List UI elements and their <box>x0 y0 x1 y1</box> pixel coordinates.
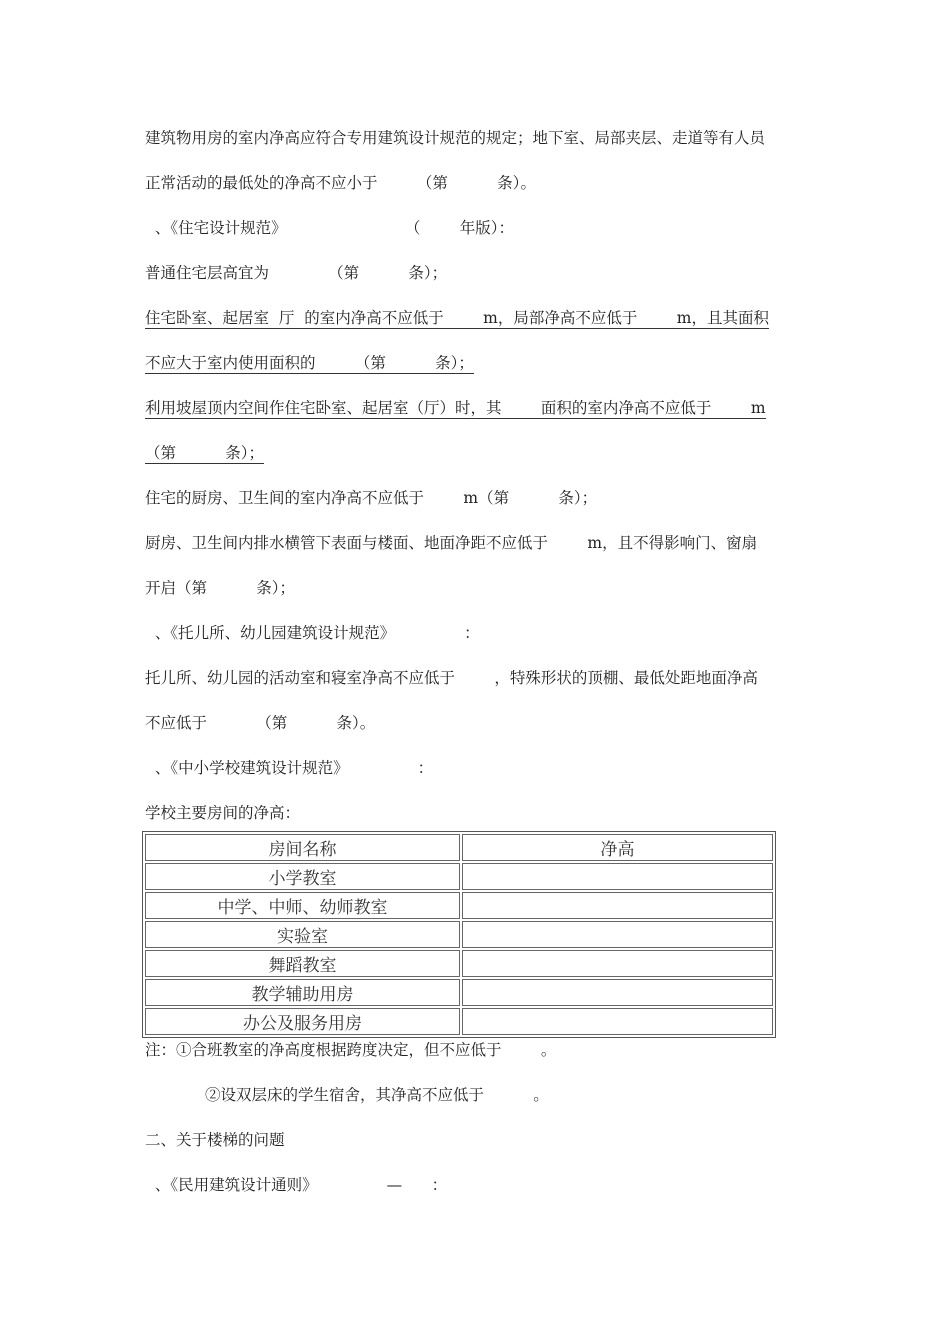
header-room-name: 房间名称 <box>145 834 460 861</box>
text-line-14: 不应低于 （第 条）。 <box>145 714 376 732</box>
underlined-line-3: 利用坡屋顶内空间作住宅卧室、起居室（厅）时，其 面积的室内净高不应低于 m <box>145 399 766 417</box>
underlined-line-4: （第 条）； <box>145 444 265 462</box>
table-header-row <box>145 834 773 861</box>
table-row <box>145 1008 773 1035</box>
room-name-cell: 舞蹈教室 <box>145 950 460 977</box>
text-line-9: 住宅的厨房、卫生间的室内净高不应低于 m（第 条）； <box>145 489 598 507</box>
table-row <box>145 979 773 1006</box>
height-cell <box>462 979 773 1006</box>
section-heading-stairs: 二、关于楼梯的问题 <box>145 1131 285 1149</box>
section-heading-residential: 、《住宅设计规范》 （ 年版）： <box>145 219 515 237</box>
table-row <box>145 863 773 890</box>
table-row <box>145 892 773 919</box>
height-cell <box>462 1008 773 1035</box>
room-name-cell: 教学辅助用房 <box>145 979 460 1006</box>
room-height-table <box>142 831 776 1038</box>
section-heading-kindergarten: 、《托儿所、幼儿园建筑设计规范》 ： <box>145 624 480 642</box>
text-line-13: 托儿所、幼儿园的活动室和寝室净高不应低于 ，特殊形状的顶棚、最低处距地面净高 <box>145 669 758 687</box>
room-name-cell: 中学、中师、幼师教室 <box>145 892 460 919</box>
header-height: 净高 <box>462 834 773 861</box>
room-name-cell: 办公及服务用房 <box>145 1008 460 1035</box>
room-name-cell: 小学教室 <box>145 863 460 890</box>
text-line-10: 厨房、卫生间内排水横管下表面与楼面、地面净距不应低于 m，且不得影响门、窗扇 <box>145 534 758 552</box>
height-cell <box>462 950 773 977</box>
section-heading-civil-code: 、《民用建筑设计通则》 — ： <box>145 1176 448 1194</box>
table-row <box>145 921 773 948</box>
text-line-2: 正常活动的最低处的净高不应小于 （第 条）。 <box>145 174 536 192</box>
note-1: 注：①合班教室的净高度根据跨度决定，但不应低于 。 <box>145 1041 557 1059</box>
section-heading-school: 、《中小学校建筑设计规范》 ： <box>145 759 434 777</box>
note-2: ②设双层床的学生宿舍，其净高不应低于 。 <box>205 1086 549 1104</box>
text-line-1: 建筑物用房的室内净高应符合专用建筑设计规范的规定；地下室、局部夹层、走道等有人员 <box>145 129 766 147</box>
height-cell <box>462 863 773 890</box>
height-cell <box>462 892 773 919</box>
underlined-line-1: 住宅卧室、起居室 厅 的室内净高不应低于 m，局部净高不应低于 m，且其面积 <box>145 309 769 327</box>
text-line-11: 开启（第 条）； <box>145 579 296 597</box>
room-name-cell: 实验室 <box>145 921 460 948</box>
text-line-4: 普通住宅层高宜为 （第 条）； <box>145 264 448 282</box>
table-caption: 学校主要房间的净高： <box>145 804 301 822</box>
height-cell <box>462 921 773 948</box>
table-row <box>145 950 773 977</box>
underlined-line-2: 不应大于室内使用面积的 （第 条）； <box>145 354 474 372</box>
